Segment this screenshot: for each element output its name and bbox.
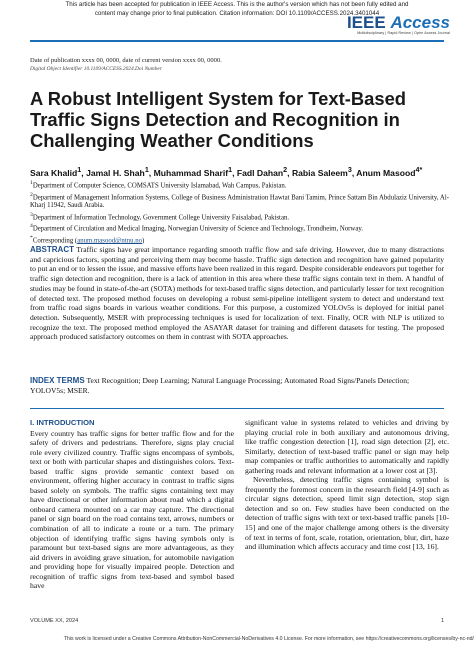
doi-line: Digital Object Identifier 10.1109/ACCESS.2024.Doi Number [30, 66, 162, 72]
affiliation: $^3$Department of Information Technology, Government College University Faisalabad, Pakistan. [30, 211, 290, 222]
author: Sara Khalid$^1$, [30, 166, 87, 178]
author-list [30, 166, 450, 178]
affiliation: $^1$Department of Computer Science, COMSATS University Islamabad, Wah Campus, Pakistan. [30, 180, 287, 190]
license-notice: This work is licensed under a Creative Commons Attribution-NonCommercial-NoDerivatives 4.0 License. For more information, see https://creativecommons.org/licenses/by-nc-nd/ [63, 636, 474, 642]
section-rule [30, 408, 444, 409]
index-terms [30, 376, 410, 396]
body-paragraph: Every country has traffic signs for better traffic flow and for the safety of drivers and pedestrians. Therefore, signs play crucial role every civilized country. Traffic signs encompass of symbols, text or both with particular shapes and distinguishes colors. Text-based traffic signs provide semantic context based on environment, offering higher accuracy in contrast to traffic signs based solely on symbols. The traffic signs containing text may have directional or other information about road which a digital onboard camera mounted on a car may capture. The directional panel or sign board on the road contains text, arrows, numbers or combination of all to indicate a route or a turn. The primary objection of identifying traffic signs having symbols only is paramount but text-based signs are more advantageous, as they aid drivers in avoiding grave situation, for automobile navigation and providing hope for visually impaired people. Detection and recognition of traffic signs from text-based and symbol based have [30, 428, 234, 591]
publication-notice-line-1: This article has been accepted for publication in IEEE Access. This is the author's version which has not been fully edited and [65, 1, 409, 8]
abstract-text: Traffic signs have great importance regarding smooth traffic flow and safe driving. However, due to many distractions and capricious factors, spotting and perceiving them may become hassle. Traffic sign detection and recognition have gained popularity to put an end or to lessen the issue, and massive efforts have been realized in this regard. Despite considerable endeavors put together for traffic sign detection and recognition, there is a lack of attention in this area where these traffic signs contain text in them. A handful of studies may be found in state-of-the-art (SOTA) methods for text-based traffic signs detection, and particularly lesser for text recognition of detected text. The proposed method focuses on developing a robust semi-pipeline intelligent system to detect and understand text from traffic road signs boards in various weather conditions. For this purpose, a customized YOLOv5s is deployed for initial panel detection. Subsequently, MSER with preprocessing techniques is used for localization of text. Finally, OCR with NLP is utilized to recognize the text. The proposed method employed the ASAYAR dataset for training and different datasets for testing. The proposed approach produced satisfactory outcomes on them in contrast with SOTA approaches. [30, 245, 444, 342]
author: Fadl Dahan$^2$, [236, 166, 292, 178]
corresponding-email-link[interactable]: anum.masood@ntnu.no [77, 237, 142, 245]
author: Anum Masood$^{4*}$ [356, 166, 423, 178]
affiliation: $^4$Department of Circulation and Medical Imaging, Norwegian University of Science and Technology, Trondheim, Norway. [30, 223, 363, 233]
affiliation: $^2$Department of Management Information Systems, College of Business Administration Hawtat Bani Tamim, Prince Sattam Bin Abdulaziz University, Al-Kharj 11942, Saudi Arabia. [30, 191, 449, 210]
logo-tagline: Multidisciplinary | Rapid Review | Open Access Journal [357, 31, 450, 35]
footer-volume: VOLUME XX, 2024 [30, 618, 79, 624]
corresponding-author: *Corresponding (anum.masood@ntnu.no) [30, 235, 145, 245]
journal-logo-wordmark [347, 14, 450, 31]
page-number: 1 [441, 618, 445, 624]
index-terms-text: Text Recognition; Deep Learning; Natural Language Processing; Automated Road Signs/Panels Detection; YOLOV5s; MSER. [30, 376, 410, 395]
index-terms-heading: INDEX TERMS [30, 376, 85, 385]
section-heading: I. INTRODUCTION [30, 418, 95, 427]
logo-prefix: IEEE [346, 13, 386, 32]
author: Muhammad Sharif$^1$, [153, 166, 237, 178]
left-column [30, 418, 234, 591]
logo-suffix: Access [390, 13, 450, 32]
journal-logo [347, 14, 450, 35]
affiliations [30, 179, 450, 246]
right-column [245, 418, 449, 552]
header-rule [30, 40, 444, 42]
publication-notice-line-2: content may change prior to final publication. Citation information: DOI 10.1109/ACCESS.2024.3401044 [94, 10, 380, 17]
abstract-heading: ABSTRACT [30, 245, 74, 254]
publication-dates: Date of publication xxxx 00, 0000, date of current version xxxx 00, 0000. [30, 57, 222, 64]
body-paragraph: Nevertheless, detecting traffic signs containing symbol is frequently the foremost concern in the research field [4-9] such as circular signs detection, speed limit sign detection, stop sign detection and so on. Few studies have been conducted on the detection of traffic signs with text or text-based traffic panels [10-15] and one of the major challenge among others is the diversity of text in terms of font, scale, rotation, orientation, blur, dirt, haze and illumination which affects accuracy and time cost [13, 16]. [245, 475, 449, 552]
paper-title: A Robust Intelligent System for Text-Based Traffic Signs Detection and Recognition in Challenging Weather Conditions [30, 88, 407, 151]
author: Rabia Saleem$^3$, [291, 166, 357, 178]
body-paragraph: significant value in systems related to vehicles and driving by playing crucial role in both auxiliary and autonomous driving, like traffic congestion detection [1], road sign detection [2], etc. Similarly, detection of text-based traffic panel or sign may help map companies or traffic authorities to automatically and rapidly gathering roads and relevant information at a lower cost at [3]. [245, 418, 449, 475]
author: Jamal H. Shah$^1$, [86, 166, 154, 178]
abstract [30, 245, 444, 342]
